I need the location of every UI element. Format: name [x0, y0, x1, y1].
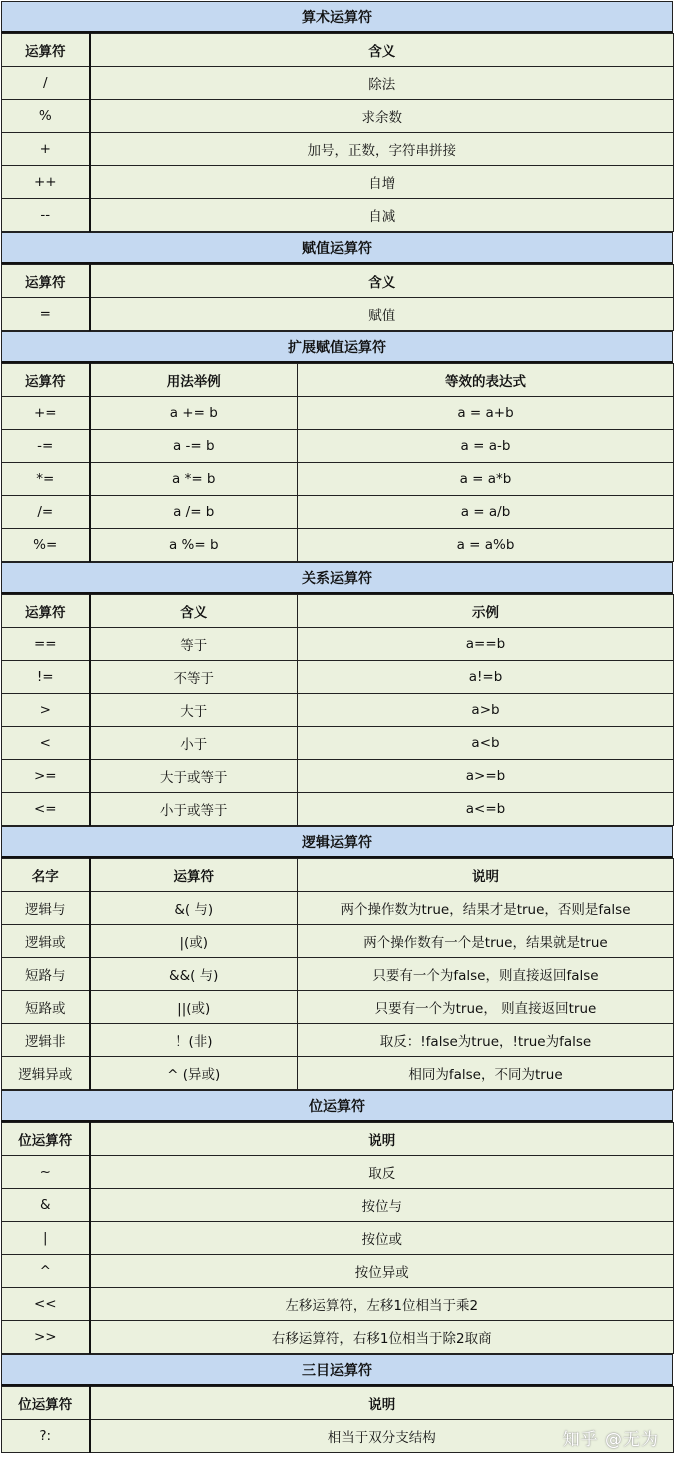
table-cell: a>=b — [298, 760, 674, 793]
table-cell: 短路与 — [2, 958, 90, 991]
column-header: 名字 — [2, 859, 90, 892]
table-row — [2, 1057, 674, 1090]
table-cell: a==b — [298, 628, 674, 661]
table-cell: 自增 — [90, 166, 674, 199]
table-row — [2, 958, 674, 991]
table-cell: / — [2, 67, 90, 100]
table-cell: 逻辑异或 — [2, 1057, 90, 1090]
table-row — [2, 199, 674, 232]
column-header: 含义 — [90, 34, 674, 67]
column-header: 说明 — [90, 1387, 674, 1420]
table-cell: /= — [2, 496, 90, 529]
table-header-row — [2, 364, 674, 397]
table-cell: < — [2, 727, 90, 760]
table-cell: 小于 — [90, 727, 298, 760]
table-cell: | — [2, 1222, 90, 1255]
table-cell: = — [2, 298, 90, 331]
table-header-row — [2, 859, 674, 892]
table-cell: a = a+b — [298, 397, 674, 430]
table-cell: a>b — [298, 694, 674, 727]
table-cell: a!=b — [298, 661, 674, 694]
table-row — [2, 463, 674, 496]
table-row — [2, 1255, 674, 1288]
table-cell: + — [2, 133, 90, 166]
column-header: 说明 — [298, 859, 674, 892]
operator-sheet — [1, 1, 673, 1453]
table-row — [2, 892, 674, 925]
table-header-row — [2, 265, 674, 298]
table-cell: 加号，正数，字符串拼接 — [90, 133, 674, 166]
table-cell: -- — [2, 199, 90, 232]
table-cell: a = a*b — [298, 463, 674, 496]
table-row — [2, 1189, 674, 1222]
table-cell: 左移运算符，左移1位相当于乘2 — [90, 1288, 674, 1321]
table-cell: 按位异或 — [90, 1255, 674, 1288]
relational-operators-section — [1, 562, 673, 826]
table-cell: 相同为false，不同为true — [298, 1057, 674, 1090]
table-row — [2, 1024, 674, 1057]
table-row — [2, 1321, 674, 1354]
table-cell: ~ — [2, 1156, 90, 1189]
table-row — [2, 628, 674, 661]
table-cell: 取反 — [90, 1156, 674, 1189]
table-cell: 只要有一个为false，则直接返回false — [298, 958, 674, 991]
table-row — [2, 661, 674, 694]
table-cell: a<b — [298, 727, 674, 760]
table-cell: &( 与) — [90, 892, 298, 925]
table-cell: 只要有一个为true， 则直接返回true — [298, 991, 674, 1024]
column-header: 运算符 — [2, 595, 90, 628]
arithmetic-operators-section — [1, 1, 673, 232]
table-cell: a = a%b — [298, 529, 674, 562]
table-cell: & — [2, 1189, 90, 1222]
table-row — [2, 925, 674, 958]
operator-table — [1, 1122, 674, 1354]
table-cell: 等于 — [90, 628, 298, 661]
table-header-row — [2, 1387, 674, 1420]
table-cell: ^ (异或) — [90, 1057, 298, 1090]
table-cell: 两个操作数有一个是true，结果就是true — [298, 925, 674, 958]
table-cell: 短路或 — [2, 991, 90, 1024]
table-cell: ++ — [2, 166, 90, 199]
table-row — [2, 166, 674, 199]
table-cell: 逻辑非 — [2, 1024, 90, 1057]
section-title: 位运算符 — [1, 1090, 673, 1122]
table-cell: a /= b — [90, 496, 298, 529]
table-cell: += — [2, 397, 90, 430]
section-title: 逻辑运算符 — [1, 826, 673, 858]
table-cell: a -= b — [90, 430, 298, 463]
table-cell: 逻辑或 — [2, 925, 90, 958]
table-header-row — [2, 1123, 674, 1156]
table-cell: << — [2, 1288, 90, 1321]
table-header-row — [2, 34, 674, 67]
table-cell: ！(非) — [90, 1024, 298, 1057]
column-header: 运算符 — [2, 34, 90, 67]
column-header: 含义 — [90, 265, 674, 298]
table-row — [2, 760, 674, 793]
operator-table — [1, 363, 674, 562]
table-row — [2, 67, 674, 100]
table-cell: >> — [2, 1321, 90, 1354]
table-cell: 不等于 — [90, 661, 298, 694]
column-header: 说明 — [90, 1123, 674, 1156]
table-cell: > — [2, 694, 90, 727]
table-cell: 小于或等于 — [90, 793, 298, 826]
table-row — [2, 1288, 674, 1321]
column-header: 等效的表达式 — [298, 364, 674, 397]
table-row — [2, 793, 674, 826]
table-cell: % — [2, 100, 90, 133]
table-cell: |(或) — [90, 925, 298, 958]
section-title: 三目运算符 — [1, 1354, 673, 1386]
table-cell: 大于或等于 — [90, 760, 298, 793]
table-cell: 赋值 — [90, 298, 674, 331]
table-row — [2, 100, 674, 133]
table-cell: 按位或 — [90, 1222, 674, 1255]
table-cell: -= — [2, 430, 90, 463]
table-cell: 自减 — [90, 199, 674, 232]
column-header: 含义 — [90, 595, 298, 628]
table-cell: &&( 与) — [90, 958, 298, 991]
table-row — [2, 298, 674, 331]
table-row — [2, 496, 674, 529]
table-cell: == — [2, 628, 90, 661]
table-cell: 求余数 — [90, 100, 674, 133]
operator-table — [1, 264, 674, 331]
table-cell: *= — [2, 463, 90, 496]
table-cell: a %= b — [90, 529, 298, 562]
operator-table — [1, 858, 674, 1090]
assignment-operators-section — [1, 232, 673, 331]
table-cell: 相当于双分支结构 — [90, 1420, 674, 1453]
table-cell: ^ — [2, 1255, 90, 1288]
table-cell: != — [2, 661, 90, 694]
section-title: 关系运算符 — [1, 562, 673, 594]
table-row — [2, 1156, 674, 1189]
table-row — [2, 397, 674, 430]
column-header: 运算符 — [2, 265, 90, 298]
table-row — [2, 1222, 674, 1255]
section-title: 扩展赋值运算符 — [1, 331, 673, 363]
table-row — [2, 694, 674, 727]
table-cell: 按位与 — [90, 1189, 674, 1222]
table-cell: 右移运算符，右移1位相当于除2取商 — [90, 1321, 674, 1354]
table-cell: 取反：!false为true，!true为false — [298, 1024, 674, 1057]
column-header: 示例 — [298, 595, 674, 628]
section-title: 赋值运算符 — [1, 232, 673, 264]
column-header: 位运算符 — [2, 1123, 90, 1156]
table-cell: ?: — [2, 1420, 90, 1453]
operator-table — [1, 594, 674, 826]
table-cell: a *= b — [90, 463, 298, 496]
column-header: 运算符 — [2, 364, 90, 397]
watermark: 知乎 @无为 — [562, 1430, 659, 1450]
section-title: 算术运算符 — [1, 1, 673, 33]
table-cell: a = a-b — [298, 430, 674, 463]
column-header: 运算符 — [90, 859, 298, 892]
table-cell: >= — [2, 760, 90, 793]
table-row — [2, 727, 674, 760]
table-cell: 除法 — [90, 67, 674, 100]
table-cell: 大于 — [90, 694, 298, 727]
table-row — [2, 991, 674, 1024]
table-cell: <= — [2, 793, 90, 826]
table-header-row — [2, 595, 674, 628]
logical-operators-section — [1, 826, 673, 1090]
table-cell: ||(或) — [90, 991, 298, 1024]
operator-table — [1, 33, 674, 232]
table-row — [2, 133, 674, 166]
table-cell: 逻辑与 — [2, 892, 90, 925]
extended-assignment-operators-section — [1, 331, 673, 562]
table-row — [2, 430, 674, 463]
table-cell: a<=b — [298, 793, 674, 826]
column-header: 位运算符 — [2, 1387, 90, 1420]
table-cell: a = a/b — [298, 496, 674, 529]
table-row — [2, 529, 674, 562]
table-cell: %= — [2, 529, 90, 562]
bitwise-operators-section — [1, 1090, 673, 1354]
table-cell: 两个操作数为true，结果才是true，否则是false — [298, 892, 674, 925]
table-cell: a += b — [90, 397, 298, 430]
column-header: 用法举例 — [90, 364, 298, 397]
